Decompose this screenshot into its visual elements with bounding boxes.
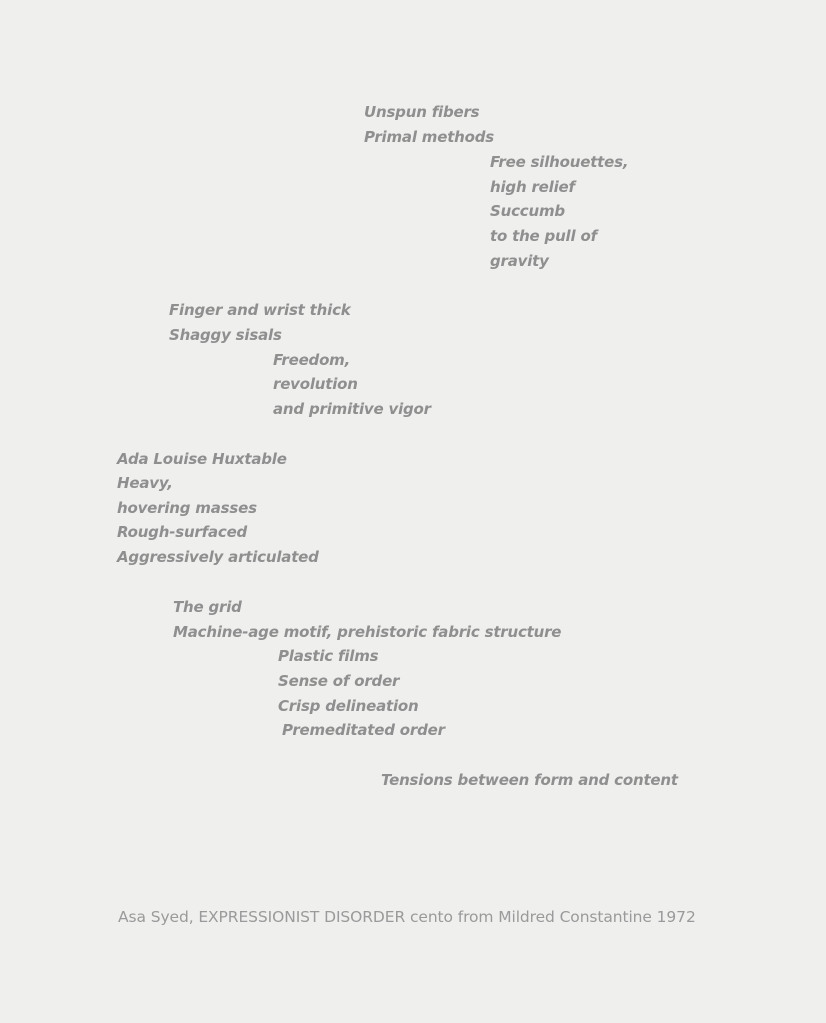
poem-line: Tensions between form and content bbox=[381, 771, 678, 789]
poem-line: Primal methods bbox=[364, 128, 495, 146]
poem-line: gravity bbox=[490, 252, 549, 270]
caption: Asa Syed, EXPRESSIONIST DISORDER cento from Mildred Constantine 1972 bbox=[118, 908, 696, 926]
poem-line: The grid bbox=[173, 598, 242, 616]
poem-line: Free silhouettes, bbox=[490, 153, 629, 171]
poem-line: Unspun fibers bbox=[364, 103, 480, 121]
poem-line: Ada Louise Huxtable bbox=[117, 450, 287, 468]
poem-line: Sense of order bbox=[278, 672, 400, 690]
poem-line: hovering masses bbox=[117, 499, 257, 517]
poem-line: Rough-surfaced bbox=[117, 523, 248, 541]
poem-line: Aggressively articulated bbox=[117, 548, 319, 566]
poem-line: Premeditated order bbox=[282, 721, 445, 739]
poem-line: Succumb bbox=[490, 202, 565, 220]
poem-line: Crisp delineation bbox=[278, 697, 419, 715]
poem-line: Finger and wrist thick bbox=[169, 301, 351, 319]
poem-line: to the pull of bbox=[490, 227, 597, 245]
poem-line: Heavy, bbox=[117, 474, 173, 492]
poem-line: revolution bbox=[273, 375, 358, 393]
poem-line: and primitive vigor bbox=[273, 400, 431, 418]
poem-line: high relief bbox=[490, 178, 575, 196]
poem-line: Shaggy sisals bbox=[169, 326, 282, 344]
poem-line: Freedom, bbox=[273, 351, 351, 369]
poem-line: Plastic films bbox=[278, 647, 379, 665]
poem-line: Machine-age motif, prehistoric fabric structure bbox=[173, 623, 562, 641]
